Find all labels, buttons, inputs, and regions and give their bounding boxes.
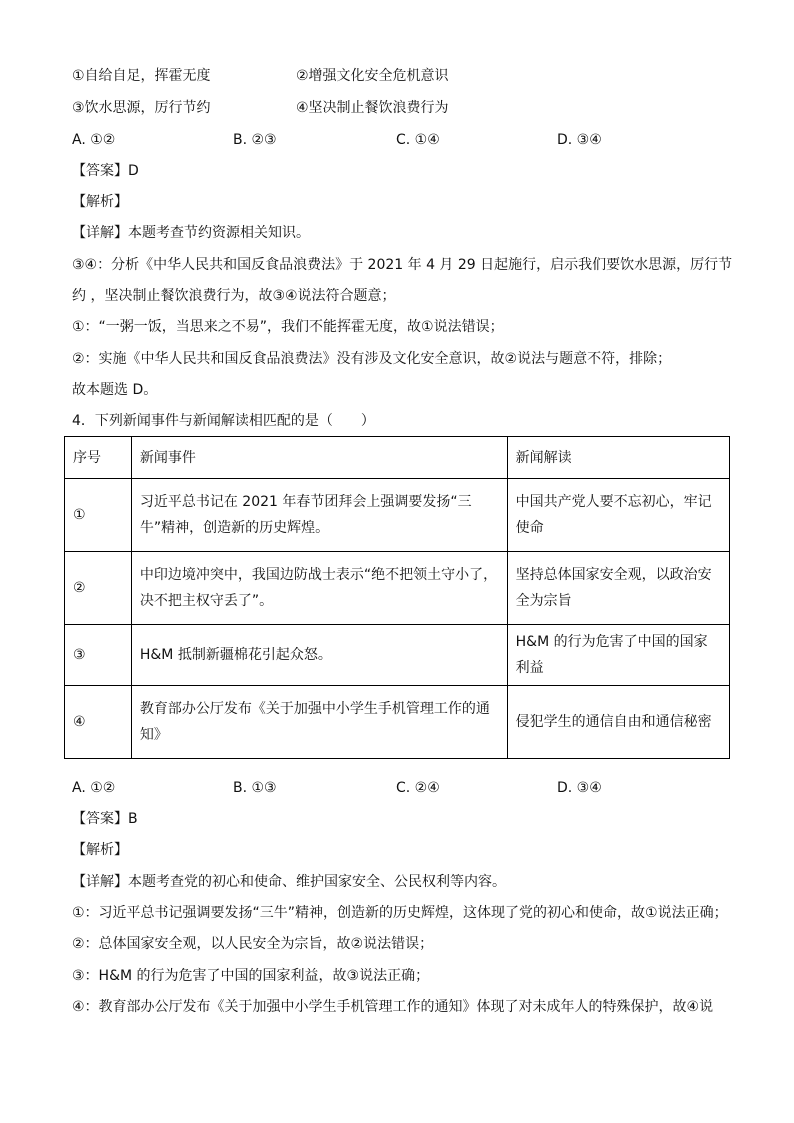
table-row bbox=[65, 479, 730, 552]
q4-detail-line: ③：H&M 的行为危害了中国的国家利益，故③说法正确； bbox=[72, 968, 430, 984]
q4-detail-line: ④：教育部办公厅发布《关于加强中小学生手机管理工作的通知》体现了对未成年人的特殊保护，故④说 bbox=[72, 999, 714, 1015]
header-reading: 新闻解读 bbox=[507, 437, 729, 479]
q4-answer: 【答案】B bbox=[72, 811, 138, 827]
row-reading: 坚持总体国家安全观，以政治安全为宗旨 bbox=[507, 552, 729, 625]
q4-table bbox=[64, 436, 730, 759]
statement-2: ②增强文化安全危机意识 bbox=[296, 68, 449, 84]
q3-option-a: A. ①② bbox=[72, 132, 116, 148]
row-reading: 侵犯学生的通信自由和通信秘密 bbox=[507, 686, 729, 759]
statement-3: ③饮水思源，厉行节约 bbox=[72, 100, 211, 116]
header-event: 新闻事件 bbox=[131, 437, 507, 479]
q4-detail-line: 【详解】本题考查党的初心和使命、维护国家安全、公民权利等内容。 bbox=[72, 874, 506, 890]
row-no: ② bbox=[65, 552, 132, 625]
row-no: ④ bbox=[65, 686, 132, 759]
table-row bbox=[65, 625, 730, 686]
table-row bbox=[65, 686, 730, 759]
q3-detail-line: ①：“一粥一饭，当思来之不易”，我们不能挥霍无度，故①说法错误； bbox=[72, 319, 504, 335]
table-header-row bbox=[65, 437, 730, 479]
q4-stem: 4．下列新闻事件与新闻解读相匹配的是（ ） bbox=[72, 413, 375, 429]
q3-option-b: B. ②③ bbox=[233, 132, 277, 148]
q4-analysis-label: 【解析】 bbox=[72, 842, 128, 858]
q3-detail-line: ②：实施《中华人民共和国反食品浪费法》没有涉及文化安全意识，故②说法与题意不符，排除； bbox=[72, 351, 672, 367]
q4-option-b: B. ①③ bbox=[233, 780, 277, 796]
q4-detail-line: ②：总体国家安全观，以人民安全为宗旨，故②说法错误； bbox=[72, 936, 434, 952]
q3-option-d: D. ③④ bbox=[557, 132, 602, 148]
statement-4: ④坚决制止餐饮浪费行为 bbox=[296, 100, 449, 116]
q3-analysis-label: 【解析】 bbox=[72, 194, 128, 210]
statement-1: ①自给自足，挥霍无度 bbox=[72, 68, 211, 84]
q3-detail-line: 【详解】本题考查节约资源相关知识。 bbox=[72, 225, 310, 241]
q3-detail-line: 约 ，坚决制止餐饮浪费行为，故③④说法符合题意； bbox=[72, 288, 396, 304]
q3-detail-line: ③④：分析《中华人民共和国反食品浪费法》于 2021 年 4 月 29 日起施行，启示我们要饮水思源，厉行节 bbox=[72, 257, 733, 273]
q3-answer: 【答案】D bbox=[72, 163, 139, 179]
row-event: 习近平总书记在 2021 年春节团拜会上强调要发扬“三牛”精神，创造新的历史辉煌。 bbox=[131, 479, 507, 552]
row-no: ① bbox=[65, 479, 132, 552]
q4-detail-line: ①：习近平总书记强调要发扬“三牛”精神，创造新的历史辉煌，这体现了党的初心和使命，故①说法正确； bbox=[72, 905, 728, 921]
row-reading: 中国共产党人要不忘初心，牢记使命 bbox=[507, 479, 729, 552]
q4-option-d: D. ③④ bbox=[557, 780, 602, 796]
header-no: 序号 bbox=[65, 437, 132, 479]
table-row bbox=[65, 552, 730, 625]
row-reading: H&M 的行为危害了中国的国家利益 bbox=[507, 625, 729, 686]
row-no: ③ bbox=[65, 625, 132, 686]
row-event: H&M 抵制新疆棉花引起众怒。 bbox=[131, 625, 507, 686]
row-event: 中印边境冲突中，我国边防战士表示“绝不把领土守小了，决不把主权守丢了”。 bbox=[131, 552, 507, 625]
q3-option-c: C. ①④ bbox=[396, 132, 440, 148]
q4-option-a: A. ①② bbox=[72, 780, 116, 796]
q3-detail-line: 故本题选 D。 bbox=[72, 382, 158, 398]
row-event: 教育部办公厅发布《关于加强中小学生手机管理工作的通知》 bbox=[131, 686, 507, 759]
q4-option-c: C. ②④ bbox=[396, 780, 440, 796]
